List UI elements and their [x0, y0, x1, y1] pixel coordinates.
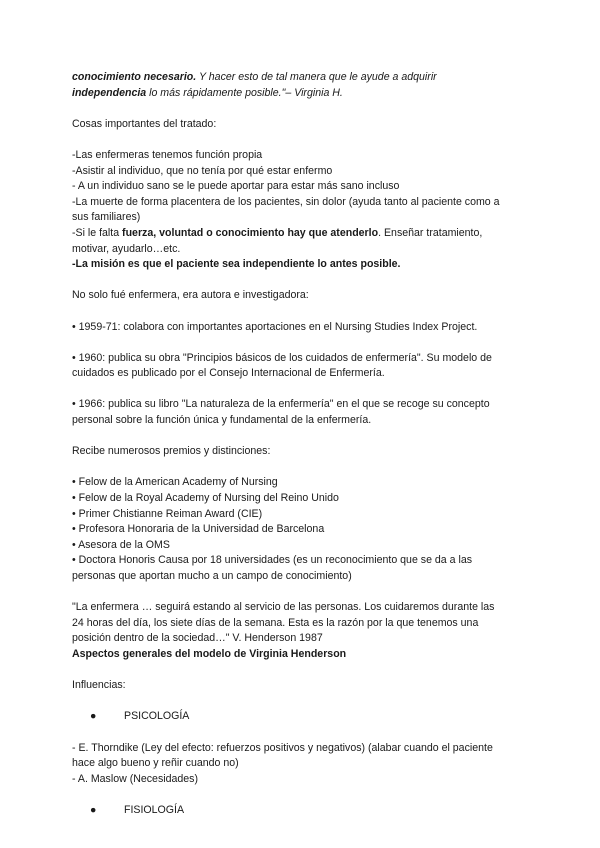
hito-1966-a: • 1966: publica su libro "La naturaleza de la enfermería" en el que se recoge su concepto [72, 398, 490, 411]
premio-item: • Asesora de la OMS [72, 538, 170, 551]
thorndike-line-2: hace algo bueno y reñir cuando no) [72, 757, 239, 770]
cosas-line-3: - A un individuo sano se le puede aportar para estar más sano incluso [72, 180, 400, 193]
document-page [72, 70, 532, 819]
premio-item-continuation: personas que aportan mucho a un campo de conocimiento) [72, 570, 352, 582]
intro-quote [72, 70, 532, 86]
premio-item: • Primer Chistianne Reiman Award (CIE) [72, 507, 263, 520]
influencias-heading: Influencias: [72, 679, 126, 692]
cita-line-3: posición dentro de la sociedad…" V. Henderson 1987 [72, 632, 323, 645]
cosas-line-2: -Asistir al individuo, que no tenía por qué estar enfermo [72, 164, 333, 177]
intro-italic-2: lo más rápidamente posible."– Virginia H. [146, 86, 343, 99]
autora-line: No solo fué enfermera, era autora e investigadora: [72, 289, 309, 302]
premio-item: • Felow de la American Academy of Nursing [72, 476, 278, 489]
intro-bold-2: independencia [72, 86, 147, 99]
intro-italic-1: Y hacer esto de tal manera que le ayude a adquirir [196, 71, 437, 83]
hito-1959: • 1959-71: colabora con importantes aportaciones en el Nursing Studies Index Project. [72, 320, 478, 333]
cosas-line-5b: motivar, ayudarlo…etc. [72, 242, 181, 255]
cosas-heading: Cosas importantes del tratado: [72, 117, 217, 130]
cita-line-2: 24 horas del día, los siete días de la semana. Esta es la razón por la que tenemos una [72, 616, 479, 629]
premio-item: • Doctora Honoris Causa por 18 universidades (es un reconocimiento que se da a las [72, 554, 473, 567]
aspectos-heading-text: Aspectos generales del modelo de Virginia Henderson [72, 647, 347, 660]
intro-bold-1: conocimiento necesario. [72, 71, 197, 83]
hito-1966-b: personal sobre la función única y fundamental de la enfermería. [72, 414, 372, 427]
cosas-line-4b: sus familiares) [72, 211, 141, 224]
bullet-icon: ● [90, 803, 97, 816]
cosas-line-5 [72, 226, 532, 242]
intro-quote-line2 [72, 86, 532, 102]
hito-1960-a: • 1960: publica su obra "Principios básicos de los cuidados de enfermería". Su modelo de [72, 351, 492, 364]
hito-1960-b: cuidados es publicado por el Consejo Internacional de Enfermería. [72, 367, 385, 380]
psicologia-item [90, 709, 532, 725]
fisiologia-label: FISIOLOGÍA [124, 803, 185, 816]
cosas-line-6 [72, 257, 532, 273]
maslow-line: - A. Maslow (Necesidades) [72, 772, 198, 785]
cosas-line-5-post: . Enseñar tratamiento, [378, 226, 483, 239]
thorndike-line-1: - E. Thorndike (Ley del efecto: refuerzos positivos y negativos) (alabar cuando el paciente [72, 741, 493, 754]
cita-line-1: "La enfermera … seguirá estando al servicio de las personas. Los cuidaremos durante las [72, 601, 495, 614]
cosas-line-5-pre: -Si le falta [72, 226, 123, 239]
fisiologia-item [90, 803, 532, 819]
psicologia-label: PSICOLOGÍA [124, 710, 190, 723]
premio-item: • Felow de la Royal Academy of Nursing del Reino Unido [72, 492, 339, 505]
mision-bold: -La misión es que el paciente sea independiente lo antes posible. [72, 258, 401, 271]
premio-item: • Profesora Honoraria de la Universidad de Barcelona [72, 523, 325, 536]
premios-heading: Recibe numerosos premios y distinciones: [72, 445, 271, 458]
cosas-line-1: -Las enfermeras tenemos función propia [72, 148, 263, 161]
bullet-icon: ● [90, 710, 97, 723]
cosas-line-5-bold: fuerza, voluntad o conocimiento hay que atenderlo [122, 226, 379, 239]
cosas-line-4a: -La muerte de forma placentera de los pacientes, sin dolor (ayuda tanto al paciente como a [72, 195, 500, 208]
aspectos-heading [72, 647, 532, 663]
